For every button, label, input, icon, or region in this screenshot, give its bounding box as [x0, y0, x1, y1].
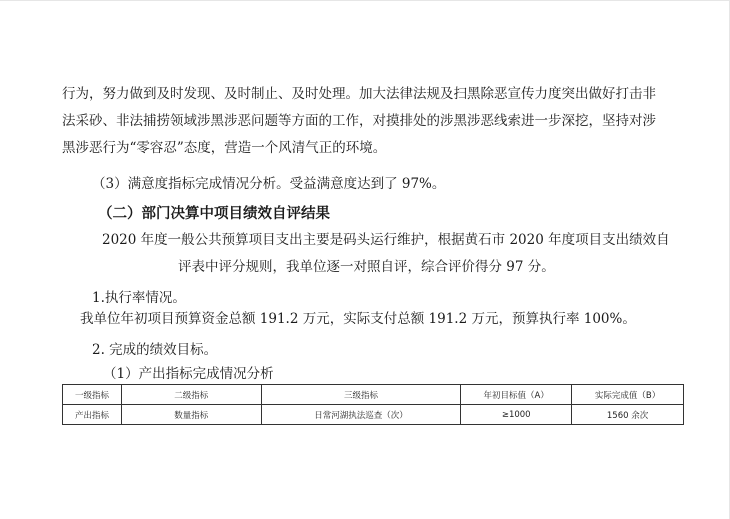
header-level2: 二级指标: [121, 385, 261, 405]
cell-target: ≥1000: [461, 405, 572, 425]
cell-level2: 数量指标: [121, 405, 261, 425]
page-top-edge: [0, 0, 730, 1]
paragraph-line: 行为，努力做到及时发现、及时制止、及时处理。加大法律法规及扫黑除恶宣传力度突出做好打击非: [62, 86, 656, 102]
table-header-row: [63, 385, 684, 405]
section-heading: （二）部门决算中项目绩效自评结果: [98, 206, 330, 222]
header-level3: 三级指标: [261, 385, 461, 405]
paragraph-line: 评表中评分规则，我单位逐一对照自评，综合评价得分 97 分。: [178, 259, 555, 275]
header-target: 年初目标值（A）: [461, 385, 572, 405]
execution-rate-body: 我单位年初项目预算资金总额 191.2 万元，实际支付总额 191.2 万元，预算执行率 100%。: [80, 311, 636, 327]
output-indicators-table: [62, 384, 684, 425]
execution-rate-title: 1.执行率情况。: [92, 290, 186, 306]
paragraph-line: 黑涉恶行为“零容忍”态度，营造一个风清气正的环境。: [62, 140, 387, 156]
output-indicators-title: （1）产出指标完成情况分析: [103, 366, 274, 382]
performance-goals-title: 2. 完成的绩效目标。: [92, 342, 218, 358]
header-level1: 一级指标: [63, 385, 122, 405]
cell-level3: 日常河湖执法巡查（次）: [261, 405, 461, 425]
paragraph-line: 2020 年度一般公共预算项目支出主要是码头运行维护，根据黄石市 2020 年度项目支出绩效自: [102, 232, 670, 248]
header-actual: 实际完成值（B）: [572, 385, 684, 405]
paragraph-line: 法采砂、非法捕捞领域涉黑涉恶问题等方面的工作，对摸排处的涉黑涉恶线索进一步深挖，坚持对涉: [62, 113, 656, 129]
cell-level1: 产出指标: [63, 405, 122, 425]
satisfaction-analysis: （3）满意度指标完成情况分析。受益满意度达到了 97%。: [92, 176, 446, 192]
cell-actual: 1560 余次: [572, 405, 684, 425]
table-row: [63, 405, 684, 425]
